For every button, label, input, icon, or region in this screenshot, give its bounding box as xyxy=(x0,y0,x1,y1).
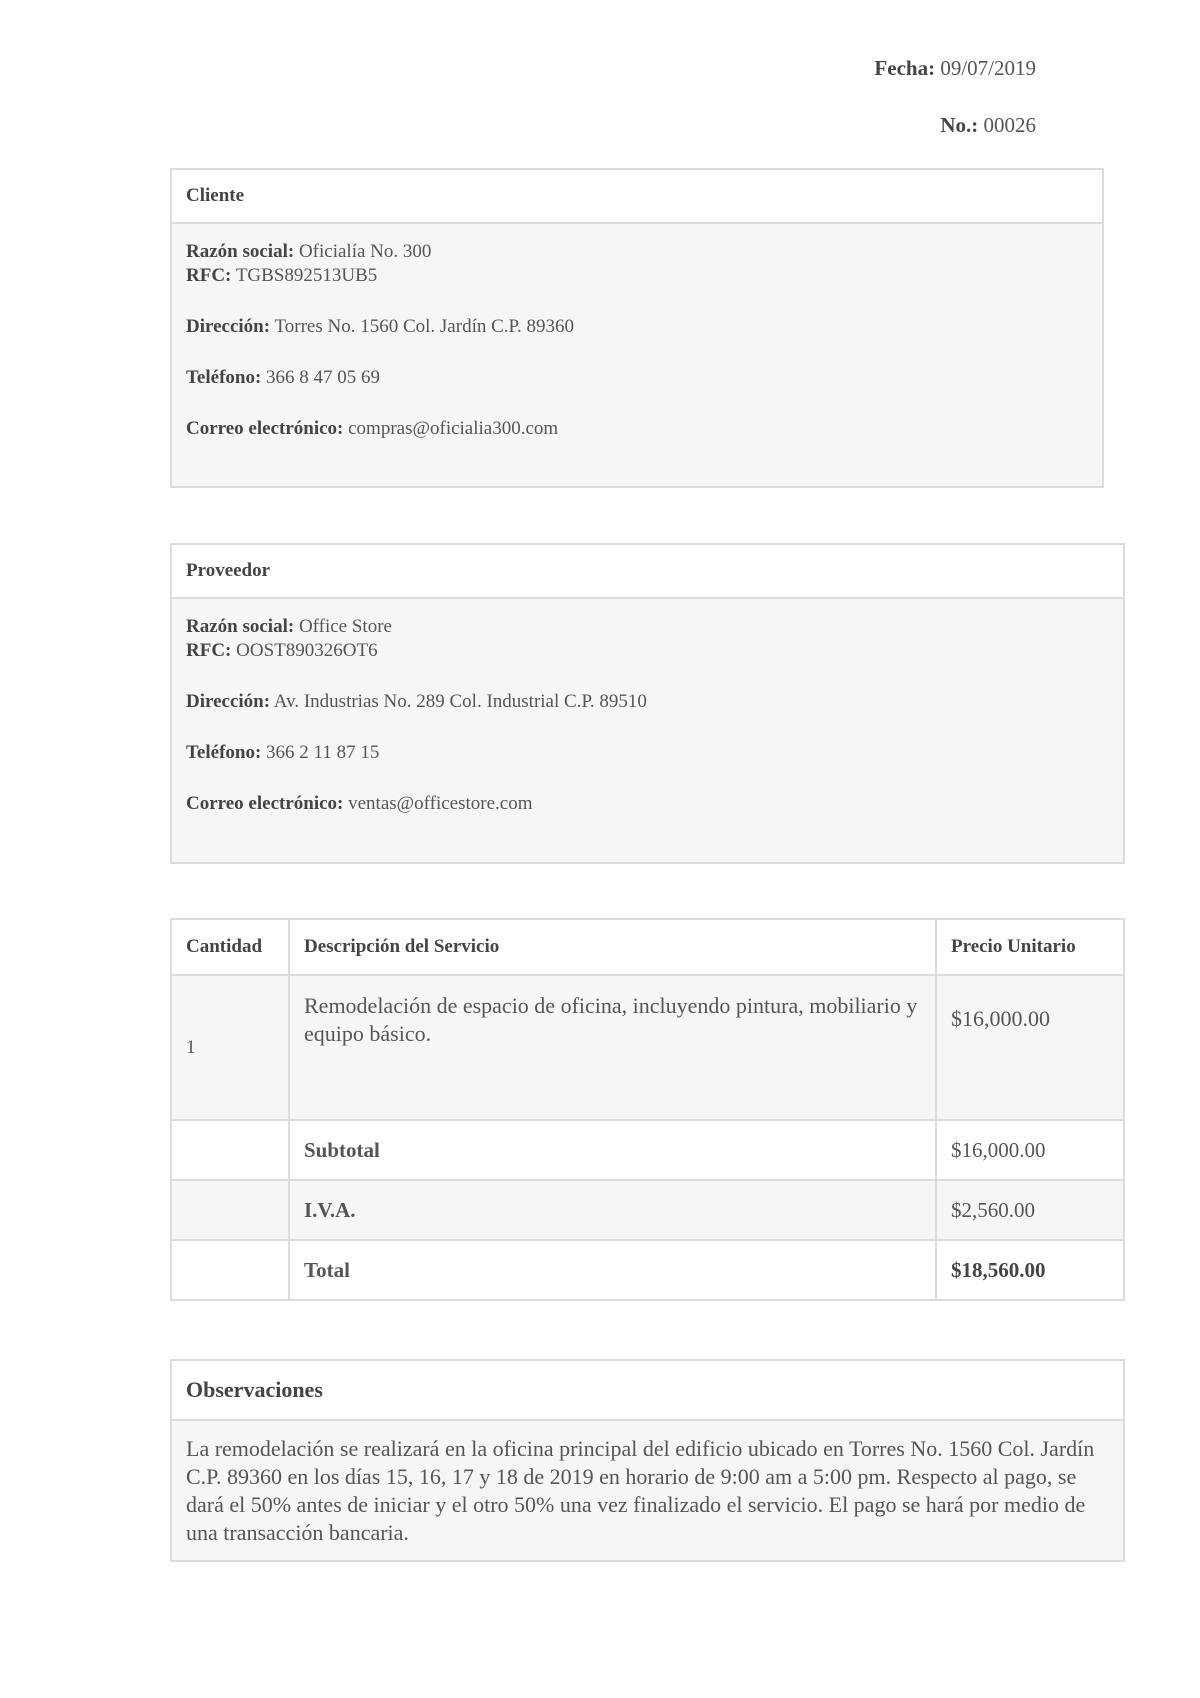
number-value: 00026 xyxy=(983,113,1036,137)
items-table xyxy=(170,918,1125,1301)
supplier-telefono-value: 366 2 11 87 15 xyxy=(266,742,380,763)
client-razon-label: Razón social: xyxy=(186,241,295,262)
client-correo-value: compras@oficialia300.com xyxy=(348,418,559,439)
total-label: Total xyxy=(289,1240,936,1300)
subtotal-row xyxy=(171,1120,1124,1180)
observations-panel xyxy=(170,1359,1125,1562)
subtotal-value: $16,000.00 xyxy=(936,1120,1124,1180)
supplier-direccion-label: Dirección: xyxy=(186,691,271,712)
item-cantidad: 1 xyxy=(171,975,289,1120)
client-correo-row xyxy=(186,417,1088,441)
supplier-correo-row xyxy=(186,792,1109,816)
supplier-correo-label: Correo electrónico: xyxy=(186,793,344,814)
observations-text: La remodelación se realizará en la oficina principal del edificio ubicado en Torres No. 1560 Col. Jardín C.P. 89360 en los días 15, 16, 17 y 18 de 2019 en horario de 9:00 am a 5:00 pm. Respecto al pago, se dará el 50% antes de iniciar y el otro 50% una vez finalizado el servicio. El pago se hará por medio de una transacción bancaria. xyxy=(186,1436,1095,1545)
supplier-panel xyxy=(170,543,1125,864)
client-direccion-row xyxy=(186,315,1088,339)
item-precio: $16,000.00 xyxy=(936,975,1124,1120)
header-cantidad: Cantidad xyxy=(171,919,289,975)
supplier-telefono-label: Teléfono: xyxy=(186,742,262,763)
supplier-razon-row xyxy=(186,615,1109,639)
header-descripcion: Descripción del Servicio xyxy=(289,919,936,975)
supplier-razon-label: Razón social: xyxy=(186,616,295,637)
total-value: $18,560.00 xyxy=(936,1240,1124,1300)
client-direccion-label: Dirección: xyxy=(186,316,271,337)
header-precio: Precio Unitario xyxy=(936,919,1124,975)
subtotal-label: Subtotal xyxy=(289,1120,936,1180)
client-rfc-row xyxy=(186,264,1088,288)
client-panel xyxy=(170,168,1104,488)
supplier-title: Proveedor xyxy=(172,545,1123,599)
supplier-direccion-value: Av. Industrias No. 289 Col. Industrial C.P. 89510 xyxy=(273,691,647,712)
supplier-details xyxy=(172,599,1123,836)
client-telefono-label: Teléfono: xyxy=(186,367,262,388)
iva-row xyxy=(171,1180,1124,1240)
number-line xyxy=(940,113,1036,138)
client-razon-row xyxy=(186,240,1088,264)
supplier-telefono-row xyxy=(186,741,1109,765)
client-direccion-value: Torres No. 1560 Col. Jardín C.P. 89360 xyxy=(274,316,574,337)
client-title: Cliente xyxy=(172,170,1102,224)
supplier-correo-value: ventas@officestore.com xyxy=(348,793,533,814)
observations-title: Observaciones xyxy=(172,1361,1123,1421)
supplier-rfc-label: RFC: xyxy=(186,640,232,661)
items-header-row xyxy=(171,919,1124,975)
date-label: Fecha: xyxy=(874,56,936,80)
client-details xyxy=(172,224,1102,461)
date-value: 09/07/2019 xyxy=(940,56,1036,80)
total-row xyxy=(171,1240,1124,1300)
table-row xyxy=(171,975,1124,1120)
client-telefono-value: 366 8 47 05 69 xyxy=(266,367,381,388)
supplier-rfc-row xyxy=(186,639,1109,663)
client-telefono-row xyxy=(186,366,1088,390)
supplier-direccion-row xyxy=(186,690,1109,714)
client-correo-label: Correo electrónico: xyxy=(186,418,344,439)
client-razon-value: Oficialía No. 300 xyxy=(298,241,432,262)
client-rfc-value: TGBS892513UB5 xyxy=(235,265,378,286)
client-rfc-label: RFC: xyxy=(186,265,232,286)
date-line xyxy=(874,56,1036,81)
supplier-razon-value: Office Store xyxy=(298,616,392,637)
iva-label: I.V.A. xyxy=(289,1180,936,1240)
number-label: No.: xyxy=(940,113,979,137)
item-descripcion: Remodelación de espacio de oficina, incluyendo pintura, mobiliario y equipo básico. xyxy=(289,975,936,1120)
iva-value: $2,560.00 xyxy=(936,1180,1124,1240)
supplier-rfc-value: OOST890326OT6 xyxy=(236,640,378,661)
